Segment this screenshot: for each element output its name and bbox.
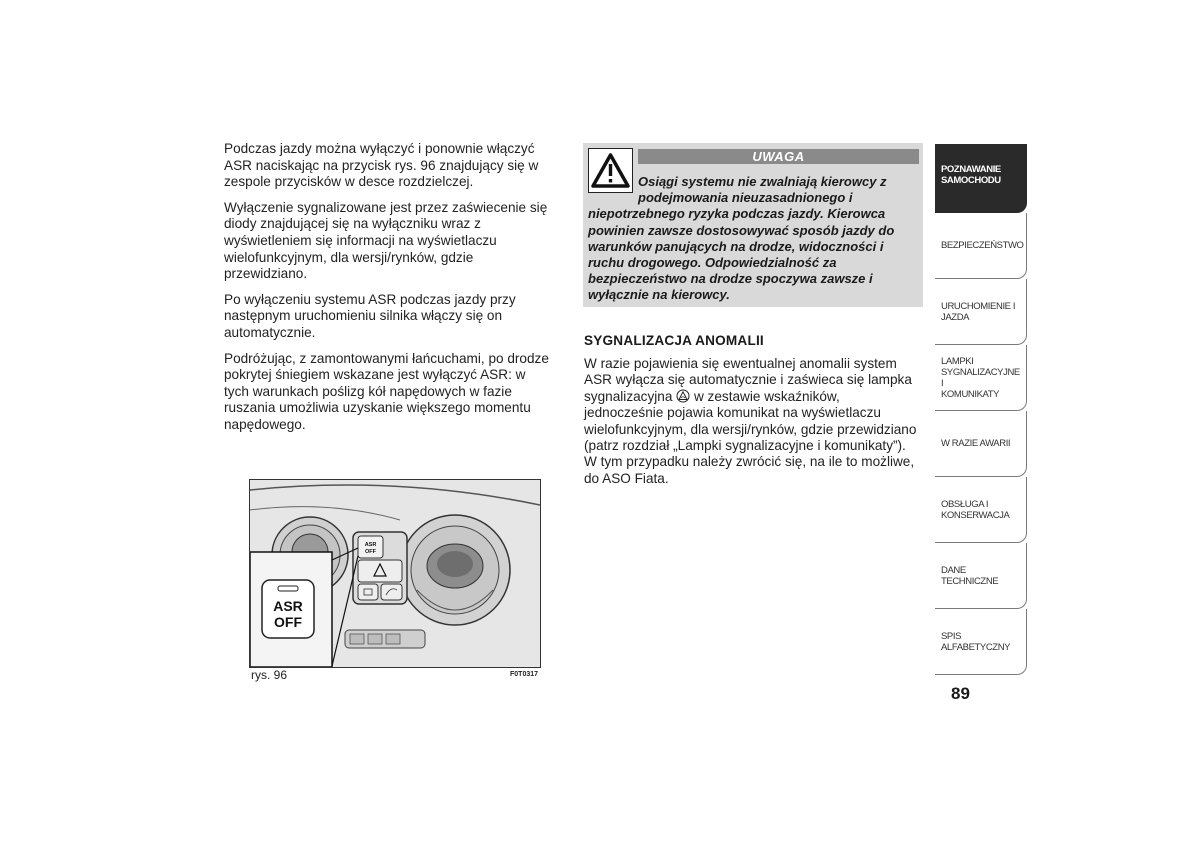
tab-label: DANE TECHNICZNE	[941, 564, 999, 587]
tab-label: KONSERWACJA	[941, 509, 1010, 521]
dashboard-illustration	[250, 480, 540, 667]
small-off-label: OFF	[365, 549, 376, 555]
paragraph: Podróżując, z zamontowanymi łańcuchami, po drodze pokrytej śniegiem wskazane jest wyłączyć ASR: w tych warunkach poślizg kół napędowych w fazie ruszania umożliwia uzyskanie większego momentu napędowego.	[224, 350, 549, 432]
tab-label: SYGNALIZACYJNE I	[941, 366, 1020, 389]
section-body	[584, 356, 920, 487]
warning-text-container	[588, 174, 918, 304]
tab-lampki-sygnalizacyjne[interactable]	[935, 345, 1027, 411]
tab-label: SPIS ALFABETYCZNY	[941, 630, 1011, 653]
tab-spis-alfabetyczny[interactable]	[935, 609, 1027, 675]
tab-label: KOMUNIKATY	[941, 388, 1000, 400]
section-text-part1: W razie pojawienia się ewentualnej anomalii system ASR wyłącza się automatycznie i zaświeca się lampka sygnalizacyjna	[584, 356, 912, 404]
tab-uruchomienie-i-jazda[interactable]	[935, 279, 1027, 345]
small-asr-label: ASR	[364, 542, 377, 548]
warning-text: Osiągi systemu nie zwalniają kierowcy z podejmowania nieuzasadnionego i niepotrzebnego ryzyka podczas jazdy. Kierowca powinien zawsze dostosowywać sposób jazdy do warunków panujących na drodze, widoczności i ruchu drogowego. Odpowiedzialność za bezpieczeństwo na drodze spoczywa zawsze i wyłącznie na kierowcy.	[588, 174, 895, 303]
warning-title: UWAGA	[638, 149, 919, 164]
section-heading: SYGNALIZACJA ANOMALII	[584, 333, 764, 348]
figure-dashboard-asr-button	[249, 479, 541, 668]
tab-label: POZNAWANIE	[941, 164, 1001, 175]
warning-box	[583, 143, 923, 307]
paragraph: Podczas jazdy można wyłączyć i ponownie włączyć ASR naciskając na przycisk rys. 96 znajdujący się w zespole przycisków w desce rozdzielczej.	[224, 141, 539, 190]
left-column	[224, 141, 554, 443]
figure-caption: rys. 96	[251, 668, 288, 682]
tab-obsluga-i-konserwacja[interactable]	[935, 477, 1027, 543]
tab-label: BEZPIECZEŃSTWO	[941, 240, 1024, 251]
chapter-tabs	[935, 144, 1027, 675]
paragraph: Wyłączenie sygnalizowane jest przez zaświecenie się diody znajdującej się na wyłączniku wraz z wyświetleniem się informacji na wyświetlaczu wielofunkcyjnym, dla wersji/rynków, gdzie przewidziano.	[224, 199, 548, 282]
figure-code: F0T0317	[510, 671, 539, 678]
off-button-label: OFF	[274, 614, 302, 630]
section-text-part2: w zestawie wskaźników, jednocześnie pojawia komunikat na wyświetlaczu wielofunkcyjnym, dla wersji/rynków, gdzie przewidziano (patrz rozdział „Lampki sygnalizacyjne i komunikaty”). W tym przypadku należy zwrócić się, na ile to możliwe, do ASO Fiata.	[584, 388, 917, 486]
tab-poznawanie-samochodu[interactable]	[935, 144, 1027, 213]
tab-w-razie-awarii[interactable]	[935, 411, 1027, 477]
tab-dane-techniczne[interactable]	[935, 543, 1027, 609]
tab-label: URUCHOMIENIE I	[941, 300, 1016, 312]
page-number: 89	[951, 684, 970, 703]
tab-label: OBSŁUGA I	[941, 498, 989, 510]
tab-label: SAMOCHODU	[941, 175, 1001, 186]
paragraph: Po wyłączeniu systemu ASR podczas jazdy przy następnym uruchomieniu silnika włączy się on automatycznie.	[224, 291, 516, 340]
tab-label: LAMPKI	[941, 355, 974, 367]
asr-button-label: ASR	[273, 598, 303, 614]
tab-bezpieczenstwo[interactable]	[935, 213, 1027, 279]
tab-label: JAZDA	[941, 311, 970, 323]
asr-warning-lamp-icon	[676, 389, 690, 403]
tab-label: W RAZIE AWARII	[941, 438, 1011, 449]
